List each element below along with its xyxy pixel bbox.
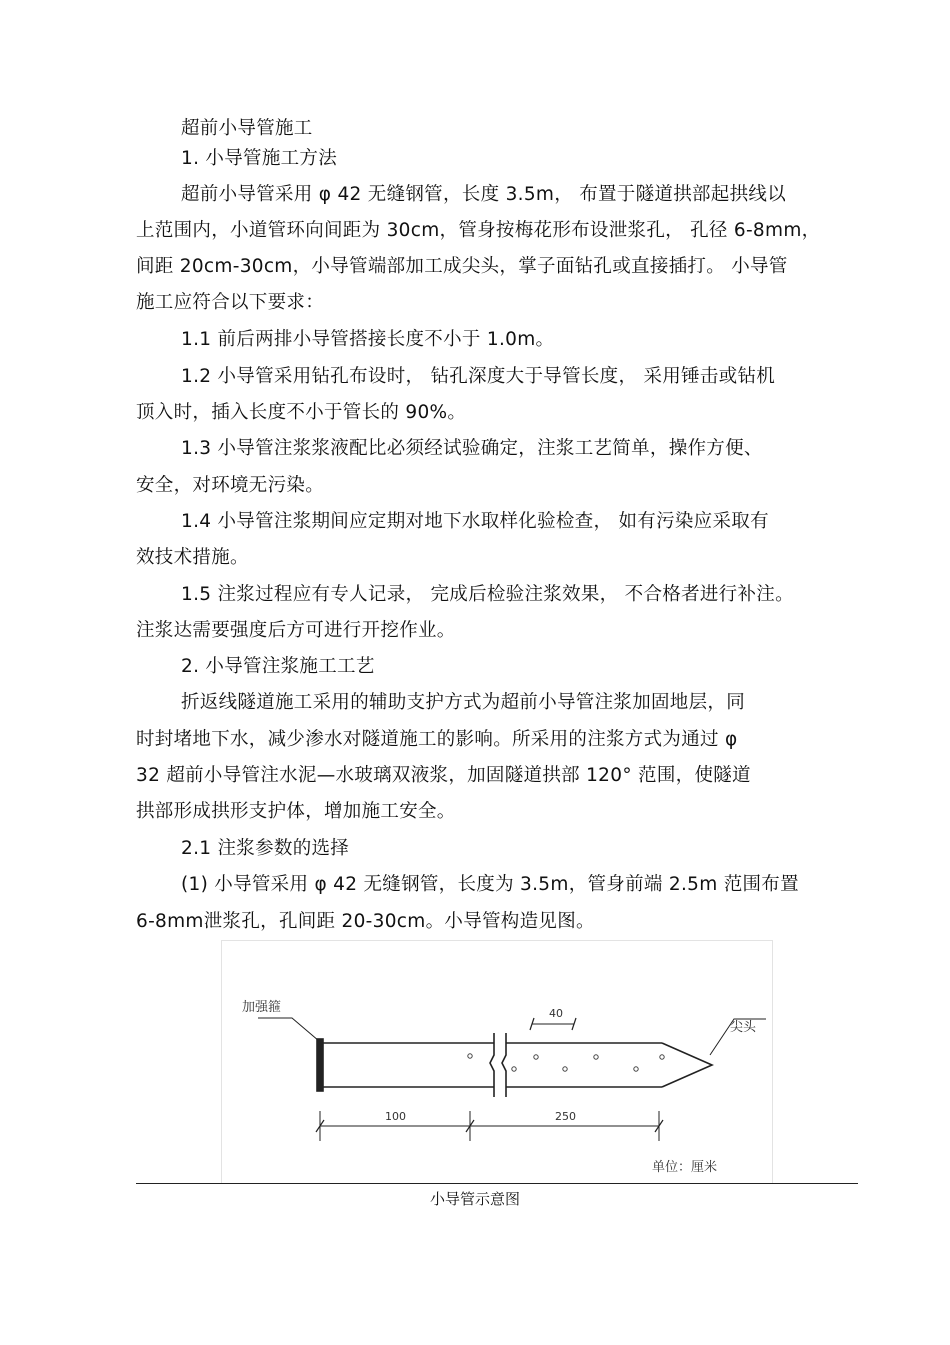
paragraph-line: 注浆达需要强度后方可进行开挖作业。 (136, 620, 456, 641)
paragraph-line: 施工应符合以下要求： (136, 292, 325, 313)
paragraph-line: 效技术措施。 (136, 547, 249, 568)
grout-hole (634, 1067, 638, 1071)
paragraph-line: 折返线隧道施工采用的辅助支护方式为超前小导管注浆加固地层，同 (181, 692, 746, 713)
paragraph-line: 时封堵地下水，减少渗水对隧道施工的影响。所采用的注浆方式为通过 φ (136, 729, 738, 750)
pipe-tip (662, 1043, 712, 1087)
paragraph-line: 32 超前小导管注水泥—水玻璃双液浆，加固隧道拱部 120° 范围，使隧道 (136, 765, 751, 786)
requirement-1-2: 1.2 小导管采用钻孔布设时， 钻孔深度大于导管长度， 采用锤击或钻机 (181, 366, 776, 387)
requirement-1-3: 1.3 小导管注浆浆液配比必须经试验确定，注浆工艺简单，操作方便、 (181, 438, 763, 459)
paragraph-line: (1) 小导管采用 φ 42 无缝钢管，长度为 3.5m，管身前端 2.5m 范围布置 (181, 874, 799, 895)
reinforcing-hoop (317, 1039, 323, 1091)
dim-rear: 100 (385, 1110, 406, 1123)
dim-front: 250 (555, 1110, 576, 1123)
paragraph-line: 安全，对环境无污染。 (136, 475, 325, 496)
heading-2-1: 2.1 注浆参数的选择 (181, 838, 350, 859)
paragraph-line: 顶入时，插入长度不小于管长的 90%。 (136, 402, 467, 423)
figure-divider (136, 1183, 858, 1184)
requirement-1-1: 1.1 前后两排小导管搭接长度不小于 1.0m。 (181, 329, 555, 350)
grout-hole (563, 1067, 567, 1071)
grout-hole (512, 1067, 516, 1071)
pipe-diagram (221, 940, 773, 1184)
requirement-1-4: 1.4 小导管注浆期间应定期对地下水取样化验检查， 如有污染应采取有 (181, 511, 769, 532)
grout-hole (468, 1054, 472, 1058)
section-title: 超前小导管施工 (181, 118, 313, 139)
dim-hole-spacing: 40 (549, 1007, 563, 1020)
paragraph-line: 拱部形成拱形支护体，增加施工安全。 (136, 801, 456, 822)
unit-label: 单位：厘米 (652, 1160, 718, 1175)
paragraph-line: 间距 20cm-30cm，小导管端部加工成尖头，掌子面钻孔或直接插打。 小导管 (136, 256, 788, 277)
hoop-leader (258, 1018, 319, 1041)
paragraph-line: 上范围内，小道管环向间距为 30cm，管身按梅花形布设泄浆孔， 孔径 6-8mm， (136, 220, 821, 241)
paragraph-line: 6-8mm泄浆孔，孔间距 20-30cm。小导管构造见图。 (136, 911, 595, 932)
grout-hole (594, 1055, 598, 1059)
pipe-diagram-svg (222, 941, 774, 1185)
heading-2: 2. 小导管注浆施工工艺 (181, 656, 375, 677)
grout-hole (534, 1055, 538, 1059)
requirement-1-5: 1.5 注浆过程应有专人记录， 完成后检验注浆效果， 不合格者进行补注。 (181, 584, 794, 605)
label-tip: 尖头 (730, 1020, 757, 1035)
break-mark-right (502, 1033, 506, 1097)
figure-caption: 小导管示意图 (429, 1190, 520, 1208)
heading-1: 1. 小导管施工方法 (181, 148, 338, 169)
paragraph-line: 超前小导管采用 φ 42 无缝钢管，长度 3.5m， 布置于隧道拱部起拱线以 (181, 184, 786, 205)
grout-hole (660, 1055, 664, 1059)
label-hoop: 加强箍 (242, 1000, 282, 1015)
